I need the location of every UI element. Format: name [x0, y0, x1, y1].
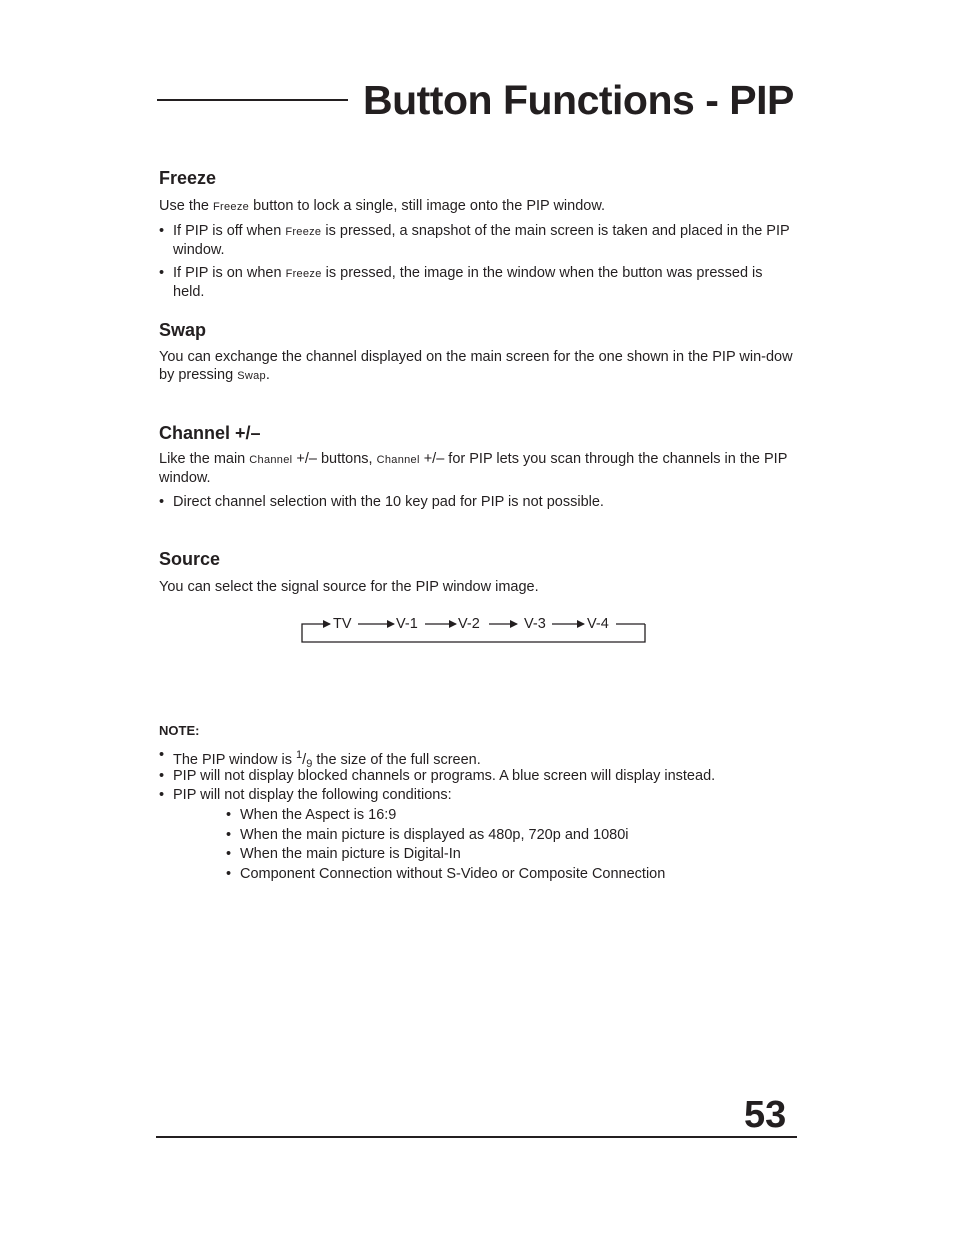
page-number: 53 — [744, 1094, 787, 1136]
list-item: • PIP will not display the following conditions: — [159, 787, 452, 803]
title-rule — [157, 99, 348, 101]
sub-list-item: • When the Aspect is 16:9 — [226, 807, 397, 823]
source-heading: Source — [159, 549, 221, 569]
swap-text: You can exchange the channel displayed on the main screen for the one shown in the PIP win-dow by pressing Swap. — [159, 349, 793, 383]
source-v1: V-1 — [396, 616, 418, 632]
footer-rule — [156, 1136, 797, 1138]
source-v3: V-3 — [524, 616, 546, 632]
channel-text: Like the main Channel +/– buttons, Channel +/– for PIP lets you scan through the channels in the PIP window. — [159, 451, 788, 486]
source-tv: TV — [333, 616, 352, 632]
sub-list-item: • When the main picture is displayed as 480p, 720p and 1080i — [226, 827, 629, 843]
swap-heading: Swap — [159, 320, 207, 340]
channel-heading: Channel +/– — [159, 423, 261, 443]
freeze-heading: Freeze — [159, 168, 217, 188]
list-item: • If PIP is on when Freeze is pressed, the image in the window when the button was pressed is held. — [159, 265, 763, 300]
freeze-intro: Use the Freeze button to lock a single, still image onto the PIP window. — [159, 198, 606, 214]
source-v4: V-4 — [587, 616, 609, 632]
list-item: • Direct channel selection with the 10 key pad for PIP is not possible. — [159, 494, 604, 510]
sub-list-item: • When the main picture is Digital-In — [226, 846, 461, 862]
list-item: • If PIP is off when Freeze is pressed, a snapshot of the main screen is taken and placed in the PIP window. — [159, 223, 790, 258]
source-v2: V-2 — [458, 616, 480, 632]
list-item: • PIP will not display blocked channels or programs. A blue screen will display instead. — [159, 768, 716, 784]
list-item: • The PIP window is $^1/_9$ the size of the full screen. — [159, 747, 481, 770]
note-heading: NOTE: — [159, 723, 200, 738]
sub-list-item: • Component Connection without S-Video or Composite Connection — [226, 866, 666, 882]
page-title: Button Functions - PIP — [363, 77, 794, 123]
source-text: You can select the signal source for the PIP window image. — [159, 579, 539, 595]
